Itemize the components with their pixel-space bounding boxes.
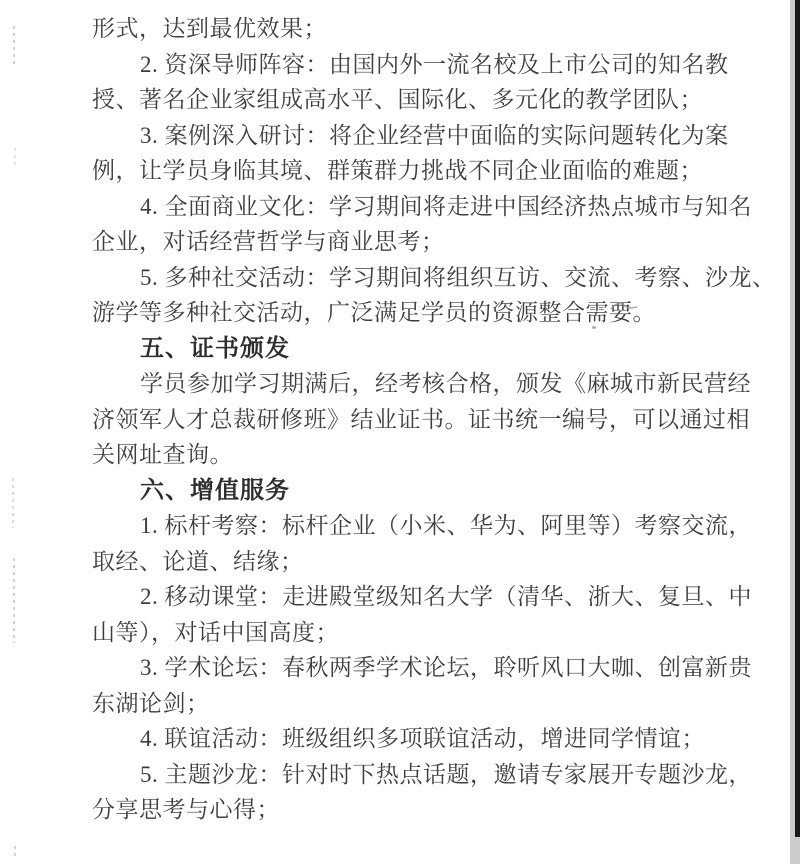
document-line: 游学等多种社交活动，广泛满足学员的资源整合需要。	[92, 300, 656, 325]
scan-noise-artifact	[13, 26, 15, 66]
document-line: 3. 案例深入研讨：将企业经营中面临的实际问题转化为案	[140, 122, 729, 148]
scan-noise-artifact	[13, 558, 15, 643]
document-line: 5. 多种社交活动：学习期间将组织互访、交流、考察、沙龙、	[140, 264, 776, 290]
section-heading-certificate: 五、证书颁发	[140, 334, 290, 362]
scan-noise-artifact	[14, 846, 16, 860]
scan-noise-artifact	[14, 148, 16, 168]
document-line: 5. 主题沙龙：针对时下热点话题，邀请专家展开专题沙龙，	[140, 761, 752, 787]
document-line: 形式，达到最优效果；	[92, 16, 327, 41]
document-line: 企业，对话经营哲学与商业思考；	[92, 229, 445, 254]
section-heading-value-added-services: 六、增值服务	[140, 476, 290, 504]
document-line: 3. 学术论坛：春秋两季学术论坛，聆听风口大咖、创富新贵	[140, 655, 752, 680]
scan-noise-artifact	[12, 478, 14, 528]
document-line: 山等），对话中国高度；	[92, 619, 339, 645]
document-line: 例，让学员身临其境、群策群力挑战不同企业面临的难题；	[92, 158, 703, 183]
document-line: 学员参加学习期满后，经考核合格，颁发《麻城市新民营经	[140, 371, 751, 396]
stray-pen-mark	[607, 296, 641, 316]
document-line: 4. 联谊活动：班级组织多项联谊活动，增进同学情谊；	[140, 726, 705, 751]
document-line: 1. 标杆考察：标杆企业（小米、华为、阿里等）考察交流，	[140, 513, 752, 538]
document-line: 济领军人才总裁研修班》结业证书。证书统一编号，可以通过相	[92, 406, 750, 432]
document-line: 授、著名企业家组成高水平、国际化、多元化的教学团队；	[92, 87, 703, 112]
document-line: 分享思考与心得；	[92, 797, 280, 822]
page-edge-shadow-dark	[795, 0, 800, 837]
document-line: 取经、论道、结缘；	[92, 548, 304, 574]
document-line: 2. 移动课堂：走进殿堂级知名大学（清华、浙大、复旦、中	[140, 584, 752, 609]
document-line: 4. 全面商业文化：学习期间将走进中国经济热点城市与知名	[140, 193, 752, 219]
document-page-text	[92, 11, 776, 828]
stray-pen-dot	[592, 326, 596, 329]
document-line: 东湖论剑；	[92, 690, 210, 716]
document-line: 2. 资深导师阵容：由国内外一流名校及上市公司的知名教	[140, 51, 729, 77]
document-line: 关网址查询。	[92, 442, 233, 467]
